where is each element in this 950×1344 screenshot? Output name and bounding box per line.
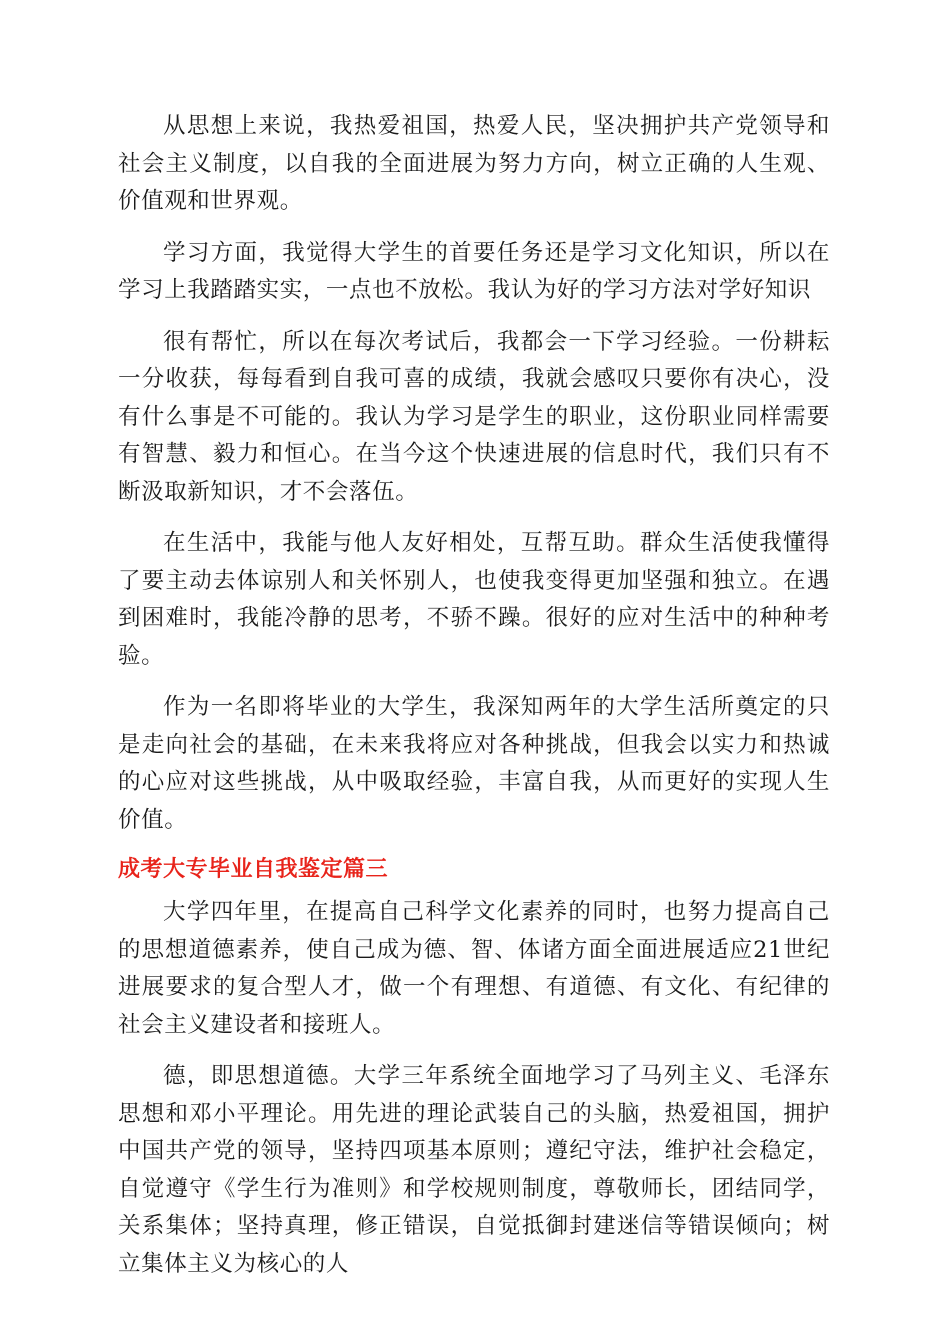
paragraph-four-years: 大学四年里，在提高自己科学文化素养的同时，也努力提高自己的思想道德素养，使自己成为德、智、体诸方面全面进展适应21世纪进展要求的复合型人才，做一个有理想、有道德、有文化、有纪律的社会主义建设者和接班人。: [118, 899, 830, 1038]
paragraph-morality: 德，即思想道德。大学三年系统全面地学习了马列主义、毛泽东思想和邓小平理论。用先进的理论武装自己的头脑，热爱祖国，拥护中国共产党的领导，坚持四项基本原则；遵纪守法，维护社会稳定，自觉遵守《学生行为准则》和学校规则制度，尊敬师长，团结同学，关系集体；坚持真理，修正错误，自觉抵御封建迷信等错误倾向；树立集体主义为核心的人: [118, 1063, 830, 1277]
section-heading: 成考大专毕业自我鉴定篇三: [118, 857, 389, 882]
document-page: [118, 108, 830, 1283]
paragraph-ideology: 从思想上来说，我热爱祖国，热爱人民，坚决拥护共产党领导和社会主义制度，以自我的全面进展为努力方向，树立正确的人生观、价值观和世界观。: [118, 113, 830, 214]
paragraph-study: 学习方面，我觉得大学生的首要任务还是学习文化知识，所以在学习上我踏踏实实，一点也不放松。我认为好的学习方法对学好知识: [118, 239, 830, 303]
paragraph-study-continued: 很有帮忙，所以在每次考试后，我都会一下学习经验。一份耕耘一分收获，每每看到自我可喜的成绩，我就会感叹只要你有决心，没有什么事是不可能的。我认为学习是学生的职业，这份职业同样需要有智慧、毅力和恒心。在当今这个快速进展的信息时代，我们只有不断汲取新知识，才不会落伍。: [118, 328, 830, 505]
paragraph-life: 在生活中，我能与他人友好相处，互帮互助。群众生活使我懂得了要主动去体谅别人和关怀别人，也使我变得更加坚强和独立。在遇到困难时，我能冷静的思考，不骄不躁。很好的应对生活中的种种考验。: [118, 530, 830, 669]
paragraph-graduate: 作为一名即将毕业的大学生，我深知两年的大学生活所奠定的只是走向社会的基础，在未来我将应对各种挑战，但我会以实力和热诚的心应对这些挑战，从中吸取经验，丰富自我，从而更好的实现人生价值。: [118, 694, 830, 833]
